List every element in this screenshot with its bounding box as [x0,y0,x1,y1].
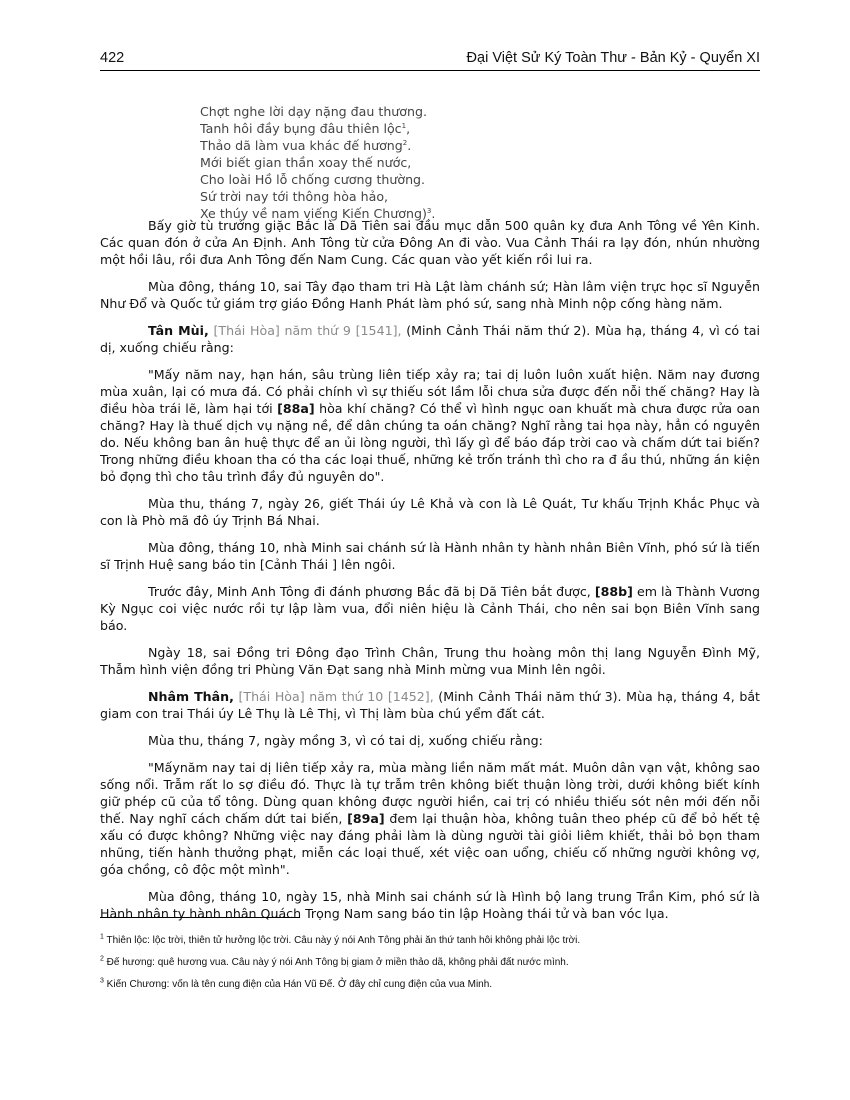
paragraph: Mùa thu, tháng 7, ngày mồng 3, vì có tai dị, xuống chiếu rằng: [148,733,543,748]
paragraph: Mùa đông, tháng 10, ngày 15, nhà Minh sai chánh sứ là Hình bộ lang trung Trần Kim, phó sứ là Hành nhân ty hành nhân Quách Trọng Nam sang báo tin lập Hoàng thái tử và ban vóc lụa. [100,889,760,921]
footnote-ref: 2 [402,138,408,147]
footnote-ref: 1 [401,121,407,130]
poem-line: Mới biết gian thần xoay thế nước, [200,155,412,170]
poem-line: Thảo dã làm vua khác đế hương$^2$. [200,138,412,153]
reign-year: [Thái Hòa] năm thứ 10 [1452], [233,689,434,704]
paragraph: Bấy giờ tù trưởng giặc Bắc là Dã Tiên sai đầu mục dẫn 500 quân kỵ đưa Anh Tông về Yên Kinh. Các quan đón ở cửa An Định. Anh Tông từ cửa Đông An đi vào. Vua Cảnh Thái ra lạy đón, nhún nhường một hồi lâu, rồi đưa Anh Tông đến Nam Cung. Các quan vào yết kiến rồi lui ra. [100,218,760,267]
paragraph: Trước đây, Minh Anh Tông đi đánh phương Bắc đã bị Dã Tiên bắt được, [88b] em là Thành Vương Kỳ Ngục coi việc nước rồi tự lập làm vua, đổi niên hiệu là Cảnh Thái, cho nên sai bọn Biên Vĩnh sang báo. [100,584,760,633]
footnote-number: 3 [100,977,104,985]
running-title: Đại Việt Sử Ký Toàn Thư - Bản Kỷ - Quyển XI [466,50,760,66]
footnote-rule [100,917,300,918]
folio-marker: [88b] [594,584,633,599]
poem-line: Chợt nghe lời dạy nặng đau thương. [200,104,427,119]
poem-line: Sứ trời nay tới thông hòa hảo, [200,189,389,204]
reign-year: [Thái Hòa] năm thứ 9 [1541], [208,323,402,338]
footnote: $^1$ Thiên lộc: lộc trời, thiên tử hưởng lộc trời. Câu này ý nói Anh Tông phải ăn thứ tanh hôi không phải lộc trời. [100,933,581,946]
footnotes [100,935,760,1001]
page-number: 422 [100,50,125,66]
page-header [100,46,760,68]
paragraph: Mùa đông, tháng 10, sai Tây đạo tham tri Hà Lật làm chánh sứ; Hàn lâm viện trực học sĩ Nguyễn Như Đổ và Quốc tử giám trợ giáo Đồng Hanh Phát làm phó sứ, sang nhà Minh nộp cống hàng năm. [100,279,760,311]
folio-marker: [89a] [347,811,385,826]
year-heading: Tân Mùi, [148,323,209,338]
paragraph: "Mấynăm nay tai dị liên tiếp xảy ra, mùa màng liền năm mất mát. Muôn dân vạn vật, không sao sống nổi. Trẫm rất lo sợ điều đó. Thực là tự trẫm trên không biết thuận lòng trời, dưới không biết kính giữ phép cũ của tổ tông. Dùng quan không được người hiền, cai trị có nhiều thiếu sót nên mới đến nỗi thế. Nay nghĩ cách chấm dứt tai biến, [89a] đem lại thuận hòa, không tuân theo phép cũ để bỏ hết tệ xấu có được không? Những việc nay đáng phải làm là dùng người tài giỏi liêm khiết, thải bỏ bọn tham nhũng, tiến hành thưởng phạt, miễn các loại thuế, xét việc oan uổng, chiếu cố những người không vợ, góa chồng, cô độc một mình". [100,760,760,877]
folio-marker: [88a] [277,401,315,416]
footnote-ref: 3 [426,206,432,215]
year-heading: Nhâm Thân, [148,689,234,704]
footnote: $^3$ Kiến Chương: vốn là tên cung điện của Hán Vũ Đế. Ở đây chỉ cung điện của vua Minh. [100,977,493,990]
poem-line: Tanh hôi đầy bụng đâu thiên lộc$^1$, [200,121,411,136]
paragraph: Ngày 18, sai Đồng tri Đông đạo Trình Chân, Trung thu hoàng môn thị lang Nguyễn Đình Mỹ, Thẫm hình viện đồng tri Phùng Văn Đạt sang nhà Minh mừng vua Minh lên ngôi. [100,645,760,677]
paragraph: Mùa đông, tháng 10, nhà Minh sai chánh sứ là Hành nhân ty hành nhân Biên Vĩnh, phó sứ là tiến sĩ Trịnh Huệ sang báo tin [Cảnh Thái ] lên ngôi. [100,540,760,572]
paragraph: Tân Mùi, [Thái Hòa] năm thứ 9 [1541], (Minh Cảnh Thái năm thứ 2). Mùa hạ, tháng 4, vì có tai dị, xuống chiếu rằng: [100,323,761,355]
poem-block [200,103,660,222]
footnote-number: 1 [100,933,104,941]
footnote: $^2$ Đế hương: quê hương vua. Câu này ý nói Anh Tông bị giam ở miền thảo dã, không phải đất nước mình. [100,955,569,968]
poem-line: Cho loài Hồ lỗ chống cương thường. [200,172,426,187]
main-text [100,217,760,932]
paragraph: Mùa thu, tháng 7, ngày 26, giết Thái úy Lê Khả và con là Lê Quát, Tư khấu Trịnh Khắc Phục và con là Phò mã đô úy Trịnh Bá Nhai. [100,496,760,528]
paragraph: Nhâm Thân, [Thái Hòa] năm thứ 10 [1452], (Minh Cảnh Thái năm thứ 3). Mùa hạ, tháng 4, bắt giam con trai Thái úy Lê Thụ là Lê Thị, vì Thị làm bùa chú yểm đất cát. [100,689,760,721]
header-rule [100,70,760,71]
footnote-number: 2 [100,955,104,963]
paragraph: "Mấy năm nay, hạn hán, sâu trùng liên tiếp xảy ra; tai dị luôn luôn xuất hiện. Năm nay đương mùa xuân, lại có mưa đá. Có phải chính vì sự thiếu sót lầm lỗi chưa sửa được đến nỗi thế chăng? Hay là điều hòa trái lẽ, làm hại tới [88a] hòa khí chăng? Có thể vì hình ngục oan khuất mà chưa được rửa oan chăng? Hay là thuế dịch vụ nặng nề, để dân chúng ta oán chăng? Nghĩ rằng tai họa này, hẳn có nguyên do. Nếu không ban ân huệ thực để an ủi lòng người, thì lấy gì để báo đáp trời cao và chấm dứt tai biến? Trong những điều khoan tha có tha các loại thuế, những kẻ trốn tránh thì cho ra đ ầu thú, những án kiện bỏ đọng thì cho tâu trình đầy đủ nguyên do". [100,367,760,484]
poem-line: Xe thúy về nam viếng Kiến Chương)$^3$. [200,206,436,221]
